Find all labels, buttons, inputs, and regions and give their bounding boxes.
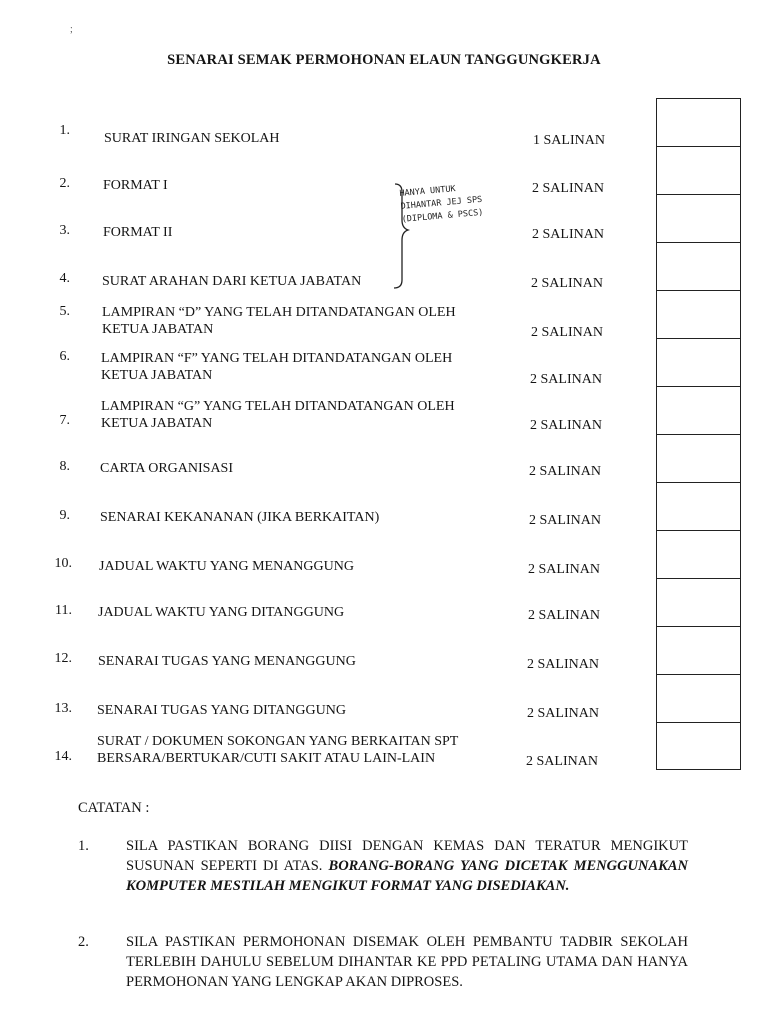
checkbox[interactable] <box>657 339 740 387</box>
item-text <box>97 733 458 767</box>
note-emphasis-text: BORANG-BORANG YANG DICETAK MENGGUNAKAN KOMPUTER MESTILAH MENGIKUT FORMAT YANG DISEDIAKAN. <box>126 858 688 894</box>
item-text <box>97 702 346 719</box>
item-text-line: FORMAT I <box>103 178 168 193</box>
checkbox[interactable] <box>657 627 740 675</box>
checkbox-column <box>656 98 741 770</box>
item-number: 14. <box>54 749 72 764</box>
item-text <box>102 304 456 338</box>
note-number: 1. <box>78 838 89 854</box>
item-copies: 2 SALINAN <box>530 372 602 387</box>
item-text-line: LAMPIRAN “G” YANG TELAH DITANDATANGAN OLEH <box>101 399 455 414</box>
checkbox[interactable] <box>657 387 740 435</box>
item-text-line: KETUA JABATAN <box>101 416 213 431</box>
handwritten-line: HANYA UNTUK <box>399 184 457 199</box>
item-copies: 2 SALINAN <box>531 276 603 291</box>
item-text-line: SURAT / DOKUMEN SOKONGAN YANG BERKAITAN SPT <box>97 734 459 749</box>
checkbox[interactable] <box>657 579 740 627</box>
item-copies: 2 SALINAN <box>526 754 598 769</box>
note-plain-text: SILA PASTIKAN PERMOHONAN DISEMAK OLEH PEMBANTU TADBIR SEKOLAH TERLEBIH DAHULU SEBELUM DIHANTAR KE PPD PETALING UTAMA DAN HANYA PERMOHONAN YANG LENGKAP AKAN DIPROSES. <box>126 934 688 990</box>
scan-mark: ; <box>70 24 73 35</box>
item-text <box>102 273 361 290</box>
item-number: 7. <box>59 413 70 428</box>
item-number: 9. <box>59 508 70 523</box>
item-text <box>100 460 233 477</box>
handwritten-note <box>399 178 520 227</box>
item-copies: 2 SALINAN <box>532 227 604 242</box>
item-copies: 2 SALINAN <box>532 181 604 196</box>
page-title: SENARAI SEMAK PERMOHONAN ELAUN TANGGUNGKERJA <box>167 52 601 68</box>
item-text-line: SURAT IRINGAN SEKOLAH <box>104 131 280 146</box>
checkbox[interactable] <box>657 147 740 195</box>
handwritten-line: DIHANTAR JEJ SPS <box>400 194 483 212</box>
item-number: 8. <box>59 459 70 474</box>
checkbox[interactable] <box>657 435 740 483</box>
handwritten-line: (DIPLOMA & PSCS) <box>401 207 484 225</box>
item-text <box>98 604 344 621</box>
item-text <box>100 509 379 526</box>
checkbox[interactable] <box>657 291 740 339</box>
item-number: 13. <box>54 701 72 716</box>
checkbox[interactable] <box>657 195 740 243</box>
item-text <box>99 558 354 575</box>
item-number: 1. <box>59 123 70 138</box>
item-text <box>103 177 168 194</box>
checkbox[interactable] <box>657 99 740 147</box>
item-copies: 2 SALINAN <box>529 513 601 528</box>
item-number: 12. <box>54 651 72 666</box>
item-number: 5. <box>59 304 70 319</box>
item-text-line: LAMPIRAN “F” YANG TELAH DITANDATANGAN OLEH <box>101 351 453 366</box>
item-copies: 2 SALINAN <box>529 464 601 479</box>
note-text <box>126 836 688 896</box>
item-text-line: KETUA JABATAN <box>101 368 213 383</box>
item-text-line: SENARAI TUGAS YANG MENANGGUNG <box>98 654 356 669</box>
item-number: 10. <box>54 556 72 571</box>
item-copies: 2 SALINAN <box>530 418 602 433</box>
item-copies: 2 SALINAN <box>528 608 600 623</box>
item-number: 2. <box>59 176 70 191</box>
checkbox[interactable] <box>657 531 740 579</box>
item-copies: 2 SALINAN <box>527 706 599 721</box>
checkbox[interactable] <box>657 483 740 531</box>
item-number: 6. <box>59 349 70 364</box>
checkbox[interactable] <box>657 675 740 723</box>
item-text-line: BERSARA/BERTUKAR/CUTI SAKIT ATAU LAIN-LAIN <box>97 751 436 766</box>
item-number: 3. <box>59 223 70 238</box>
item-text <box>101 350 452 384</box>
item-number: 4. <box>59 271 70 286</box>
item-text-line: JADUAL WAKTU YANG MENANGGUNG <box>99 559 354 574</box>
item-text-line: LAMPIRAN “D” YANG TELAH DITANDATANGAN OLEH <box>102 305 456 320</box>
item-text-line: SENARAI TUGAS YANG DITANGGUNG <box>97 703 346 718</box>
checkbox[interactable] <box>657 723 740 771</box>
note-text <box>126 932 688 992</box>
item-text <box>103 224 172 241</box>
checkbox[interactable] <box>657 243 740 291</box>
item-text-line: JADUAL WAKTU YANG DITANGGUNG <box>98 605 345 620</box>
note-plain-text: SILA PASTIKAN BORANG DIISI DENGAN KEMAS DAN TERATUR MENGIKUT SUSUNAN SEPERTI DI ATAS. <box>126 838 688 874</box>
item-copies: 2 SALINAN <box>531 325 603 340</box>
item-copies: 2 SALINAN <box>528 562 600 577</box>
item-text <box>104 130 280 147</box>
item-text <box>98 653 356 670</box>
item-copies: 2 SALINAN <box>527 657 599 672</box>
item-text-line: FORMAT II <box>103 225 173 240</box>
item-number: 11. <box>55 603 72 618</box>
notes-title: CATATAN : <box>78 800 150 816</box>
item-text-line: SURAT ARAHAN DARI KETUA JABATAN <box>102 274 362 289</box>
note-number: 2. <box>78 934 89 950</box>
item-text <box>101 398 455 432</box>
item-text-line: KETUA JABATAN <box>102 322 214 337</box>
item-text-line: SENARAI KEKANANAN (JIKA BERKAITAN) <box>100 510 380 525</box>
item-copies: 1 SALINAN <box>533 133 605 148</box>
item-text-line: CARTA ORGANISASI <box>100 461 233 476</box>
